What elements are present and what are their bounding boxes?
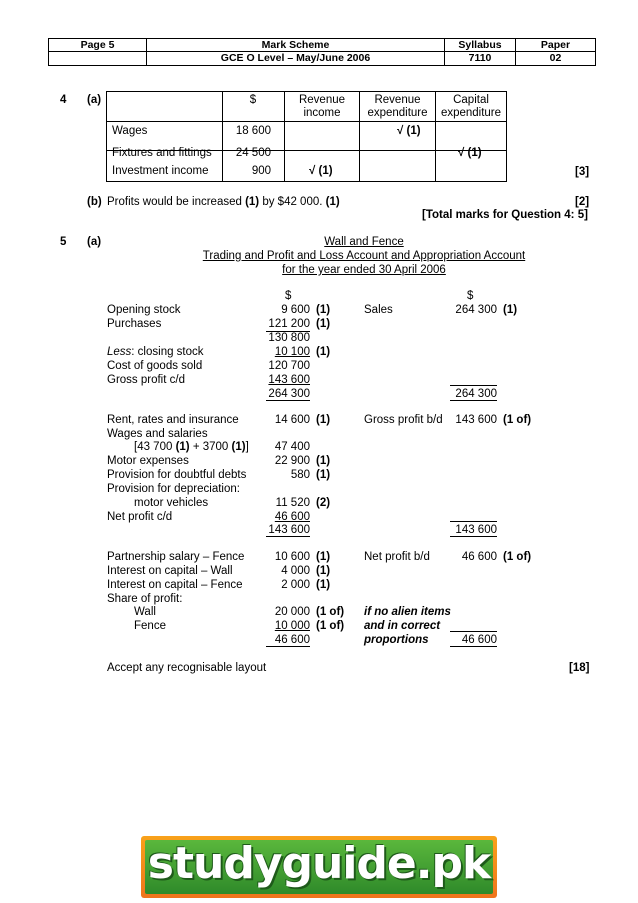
- header-table: [48, 38, 596, 66]
- partnership-salary-label: Partnership salary – Fence: [107, 551, 245, 563]
- row-amount: 18 600: [235, 125, 271, 137]
- q4-marks-b: [2]: [575, 196, 590, 208]
- gross-profit-bd-value: 143 600: [455, 414, 497, 426]
- header-exam: GCE O Level – May/June 2006: [147, 52, 445, 65]
- opening-stock-mark: (1): [316, 304, 331, 316]
- share-fence-value: 10 000: [274, 620, 310, 632]
- rent-value: 14 600: [274, 414, 310, 426]
- dollar-heading-right: $: [467, 290, 474, 302]
- q4-classification-table: [106, 91, 507, 182]
- accept-note: Accept any recognisable layout: [107, 662, 267, 674]
- col-revenue-expenditure-1: Revenue: [374, 94, 421, 106]
- q4-answer-b: Profits would be increased (1) by $42 000. (1): [107, 196, 340, 208]
- gross-profit-bd-label: Gross profit b/d: [364, 414, 443, 426]
- share-wall-value: 20 000: [274, 606, 310, 618]
- partnership-salary-value: 10 600: [274, 551, 310, 563]
- doubtful-debts-label: Provision for doubtful debts: [107, 469, 247, 481]
- net-profit-bd-mark: (1 of): [503, 551, 532, 563]
- q5-part-a: (a): [87, 236, 102, 248]
- rent-mark: (1): [316, 414, 331, 426]
- account-title-type: Trading and Profit and Loss Account and Appropriation Account: [202, 250, 526, 262]
- col-revenue-income-1: Revenue: [298, 94, 346, 106]
- header-syllabus-code: 7110: [445, 52, 516, 65]
- net-profit-cd-value: 46 600: [274, 511, 310, 523]
- pl-total-left: 143 600: [268, 524, 310, 536]
- closing-stock-mark: (1): [316, 346, 331, 358]
- net-profit-cd-label: Net profit c/d: [107, 511, 173, 523]
- sales-mark: (1): [503, 304, 518, 316]
- share-wall-label: Wall: [134, 606, 156, 618]
- note-line-1: if no alien items: [364, 606, 451, 618]
- row-revenue-expenditure: √ (1): [397, 125, 421, 137]
- opening-stock-label: Opening stock: [107, 304, 181, 316]
- header-mark-scheme: Mark Scheme: [147, 39, 445, 51]
- share-wall-mark: (1 of): [316, 606, 345, 618]
- closing-stock-label: Less: closing stock: [107, 346, 204, 358]
- doubtful-debts-mark: (1): [316, 469, 331, 481]
- opening-stock-value: 9 600: [281, 304, 310, 316]
- interest-wall-label: Interest on capital – Wall: [107, 565, 233, 577]
- gross-profit-cd-label: Gross profit c/d: [107, 374, 185, 386]
- wages-value: 47 400: [274, 441, 310, 453]
- purchases-mark: (1): [316, 318, 331, 330]
- note-line-2: and in correct: [364, 620, 441, 632]
- wages-label: Wages and salaries: [107, 428, 208, 440]
- header-blank: [49, 52, 147, 65]
- approp-total-left: 46 600: [274, 634, 310, 646]
- logo-text: studyguide.pk: [147, 838, 491, 889]
- partnership-salary-mark: (1): [316, 551, 331, 563]
- dollar-heading-left: $: [285, 290, 292, 302]
- row-amount: 900: [251, 165, 271, 177]
- col-dollar: $: [249, 94, 257, 106]
- col-capital-expenditure-2: expenditure: [440, 107, 502, 119]
- interest-wall-mark: (1): [316, 565, 331, 577]
- purchases-subtotal: 130 800: [268, 332, 310, 344]
- trading-total-left: 264 300: [268, 388, 310, 400]
- net-profit-bd-value: 46 600: [461, 551, 497, 563]
- row-amount: 24 500: [235, 147, 271, 159]
- row-label: Fixtures and fittings: [112, 147, 212, 159]
- q5-marks: [18]: [569, 662, 590, 674]
- purchases-value: 121 200: [268, 318, 310, 330]
- share-fence-mark: (1 of): [316, 620, 345, 632]
- rent-label: Rent, rates and insurance: [107, 414, 239, 426]
- cogs-value: 120 700: [268, 360, 310, 372]
- account-title-firm: Wall and Fence: [324, 236, 404, 248]
- q4-part-a: (a): [87, 94, 102, 106]
- row-capital-expenditure: √ (1): [458, 147, 482, 159]
- share-of-profit-label: Share of profit:: [107, 593, 183, 605]
- col-revenue-expenditure-2: expenditure: [367, 107, 428, 119]
- motor-expenses-mark: (1): [316, 455, 331, 467]
- q4-marks-a: [3]: [575, 166, 590, 178]
- sales-value: 264 300: [455, 304, 497, 316]
- wages-calculation: [43 700 (1) + 3700 (1)]: [134, 441, 249, 453]
- account-title-period: for the year ended 30 April 2006: [282, 264, 446, 276]
- motor-expenses-label: Motor expenses: [107, 455, 189, 467]
- col-revenue-income-2: income: [303, 107, 341, 119]
- q4-part-b: (b): [87, 196, 102, 208]
- purchases-label: Purchases: [107, 318, 162, 330]
- motor-vehicles-mark: (2): [316, 497, 331, 509]
- cogs-label: Cost of goods sold: [107, 360, 203, 372]
- row-revenue-income: √ (1): [309, 165, 333, 177]
- interest-fence-mark: (1): [316, 579, 331, 591]
- net-profit-bd-label: Net profit b/d: [364, 551, 430, 563]
- note-line-3: proportions: [364, 634, 429, 646]
- q4-number: 4: [60, 94, 67, 106]
- motor-vehicles-label: motor vehicles: [134, 497, 209, 509]
- studyguide-logo: [141, 836, 497, 898]
- doubtful-debts-value: 580: [290, 469, 310, 481]
- closing-stock-value: 10 100: [274, 346, 310, 358]
- row-label: Wages: [112, 125, 148, 137]
- header-page: Page 5: [49, 39, 147, 51]
- approp-total-right: 46 600: [461, 634, 497, 646]
- share-fence-label: Fence: [134, 620, 166, 632]
- interest-fence-label: Interest on capital – Fence: [107, 579, 243, 591]
- interest-wall-value: 4 000: [281, 565, 310, 577]
- interest-fence-value: 2 000: [281, 579, 310, 591]
- motor-expenses-value: 22 900: [274, 455, 310, 467]
- col-capital-expenditure-1: Capital: [453, 94, 489, 106]
- q5-number: 5: [60, 236, 67, 248]
- trading-total-right: 264 300: [455, 388, 497, 400]
- header-paper: Paper: [540, 39, 571, 51]
- pl-total-right: 143 600: [455, 524, 497, 536]
- q4-total: [Total marks for Question 4: 5]: [422, 209, 588, 221]
- motor-vehicles-value: 11 520: [275, 497, 310, 509]
- depreciation-label: Provision for depreciation:: [107, 483, 240, 495]
- gross-profit-bd-mark: (1 of): [503, 414, 532, 426]
- header-syllabus: Syllabus: [445, 39, 516, 51]
- header-paper-code: 02: [549, 52, 562, 64]
- sales-label: Sales: [364, 304, 393, 316]
- row-label: Investment income: [112, 165, 209, 177]
- gross-profit-cd-value: 143 600: [268, 374, 310, 386]
